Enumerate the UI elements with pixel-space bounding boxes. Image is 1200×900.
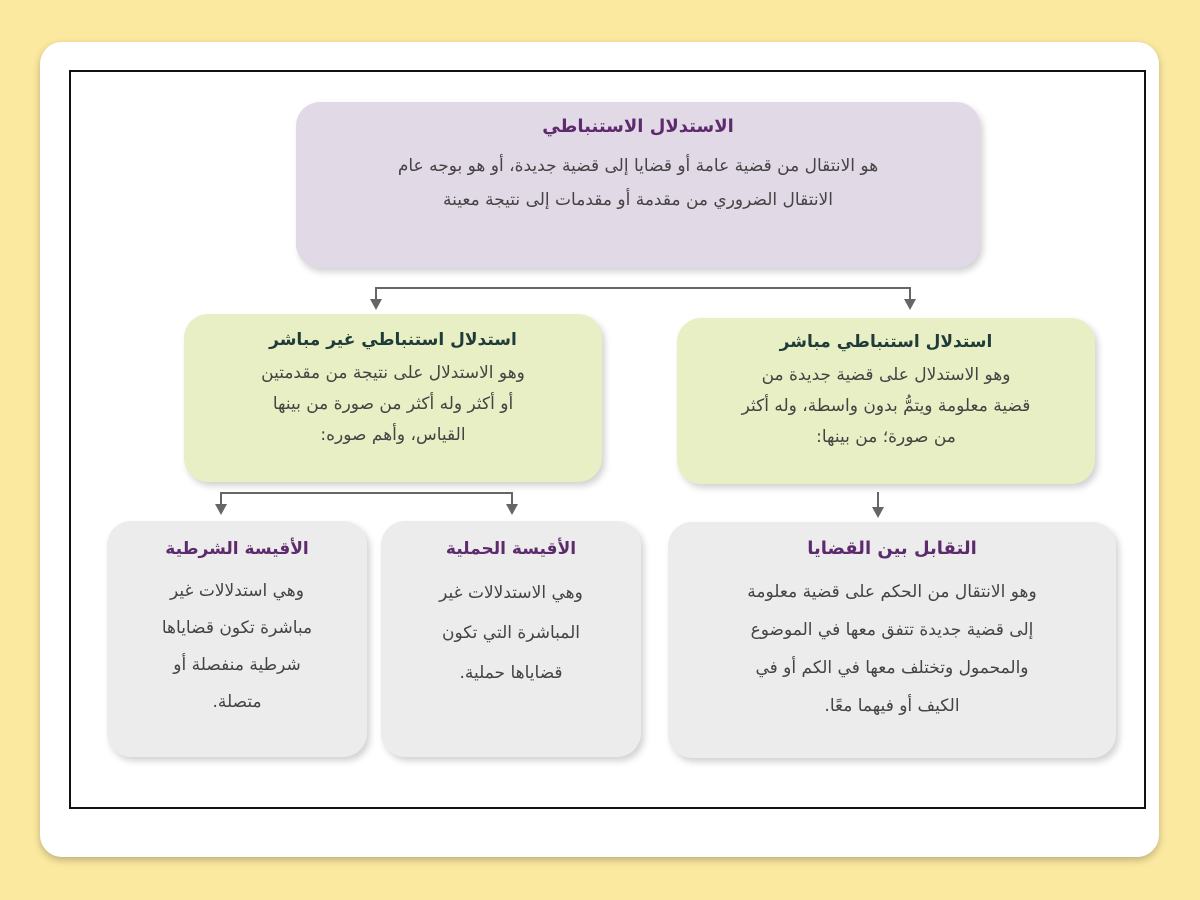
indirect-branch-line [221, 493, 512, 505]
indirect-line-2: أو أكثر وله أكثر من صورة من بينها [272, 394, 514, 414]
categorical-line-1: وهي الاستدلالات غير [439, 583, 583, 603]
opposition-line-3: والمحمول وتختلف معها في الكم أو في [755, 658, 1029, 678]
opposition-title: التقابل بين القضايا [807, 538, 977, 559]
conditional-line-2: مباشرة تكون قضاياها [161, 618, 313, 638]
opposition-description [668, 573, 1116, 725]
conditional-line-3: شرطية منفصلة أو [173, 655, 301, 675]
indirect-description [184, 358, 602, 451]
arrowhead-icon [506, 504, 518, 515]
categorical-line-2: المباشرة التي تكون [442, 623, 580, 643]
direct-line-1: وهو الاستدلال على قضية جديدة من [761, 365, 1011, 385]
arrowhead-icon [872, 507, 884, 518]
root-node [296, 102, 980, 268]
root-line-1: هو الانتقال من قضية عامة أو قضايا إلى قضية جديدة، أو هو بوجه عام [397, 156, 879, 176]
root-title: الاستدلال الاستنباطي [542, 116, 734, 137]
indirect-line-1: وهو الاستدلال على نتيجة من مقدمتين [261, 363, 525, 383]
arrowhead-icon [370, 299, 382, 310]
conditional-title: الأقيسة الشرطية [165, 539, 309, 559]
root-line-2: الانتقال الضروري من مقدمة أو مقدمات إلى نتيجة معينة [443, 190, 833, 210]
direct-node [677, 318, 1095, 484]
conditional-line-1: وهي استدلالات غير [170, 581, 304, 601]
opposition-line-4: الكيف أو فيهما معًا. [824, 696, 960, 716]
direct-line-3: من صورة؛ من بينها: [816, 427, 956, 447]
categorical-title: الأقيسة الحملية [445, 539, 577, 559]
categorical-line-3: قضاياها حملية. [459, 663, 563, 683]
direct-line-2: قضية معلومة ويتمُّ بدون واسطة، وله أكثر [741, 396, 1031, 416]
indirect-node [184, 314, 602, 482]
opposition-line-2: إلى قضية جديدة تتفق معها في الموضوع [750, 620, 1034, 640]
opposition-node [668, 522, 1116, 758]
indirect-title: استدلال استنباطي غير مباشر [269, 330, 517, 350]
categorical-description [381, 573, 641, 693]
root-description [296, 149, 980, 217]
arrowhead-icon [904, 299, 916, 310]
root-branch-line [376, 288, 910, 300]
opposition-line-1: وهو الانتقال من الحكم على قضية معلومة [747, 582, 1037, 602]
direct-description [677, 360, 1095, 453]
conditional-line-4: متصلة. [212, 692, 262, 712]
conditional-node [107, 521, 367, 757]
conditional-description [107, 573, 367, 721]
indirect-line-3: القياس، وأهم صوره: [320, 425, 466, 445]
categorical-node [381, 521, 641, 757]
arrowhead-icon [215, 504, 227, 515]
direct-title: استدلال استنباطي مباشر [779, 332, 993, 352]
